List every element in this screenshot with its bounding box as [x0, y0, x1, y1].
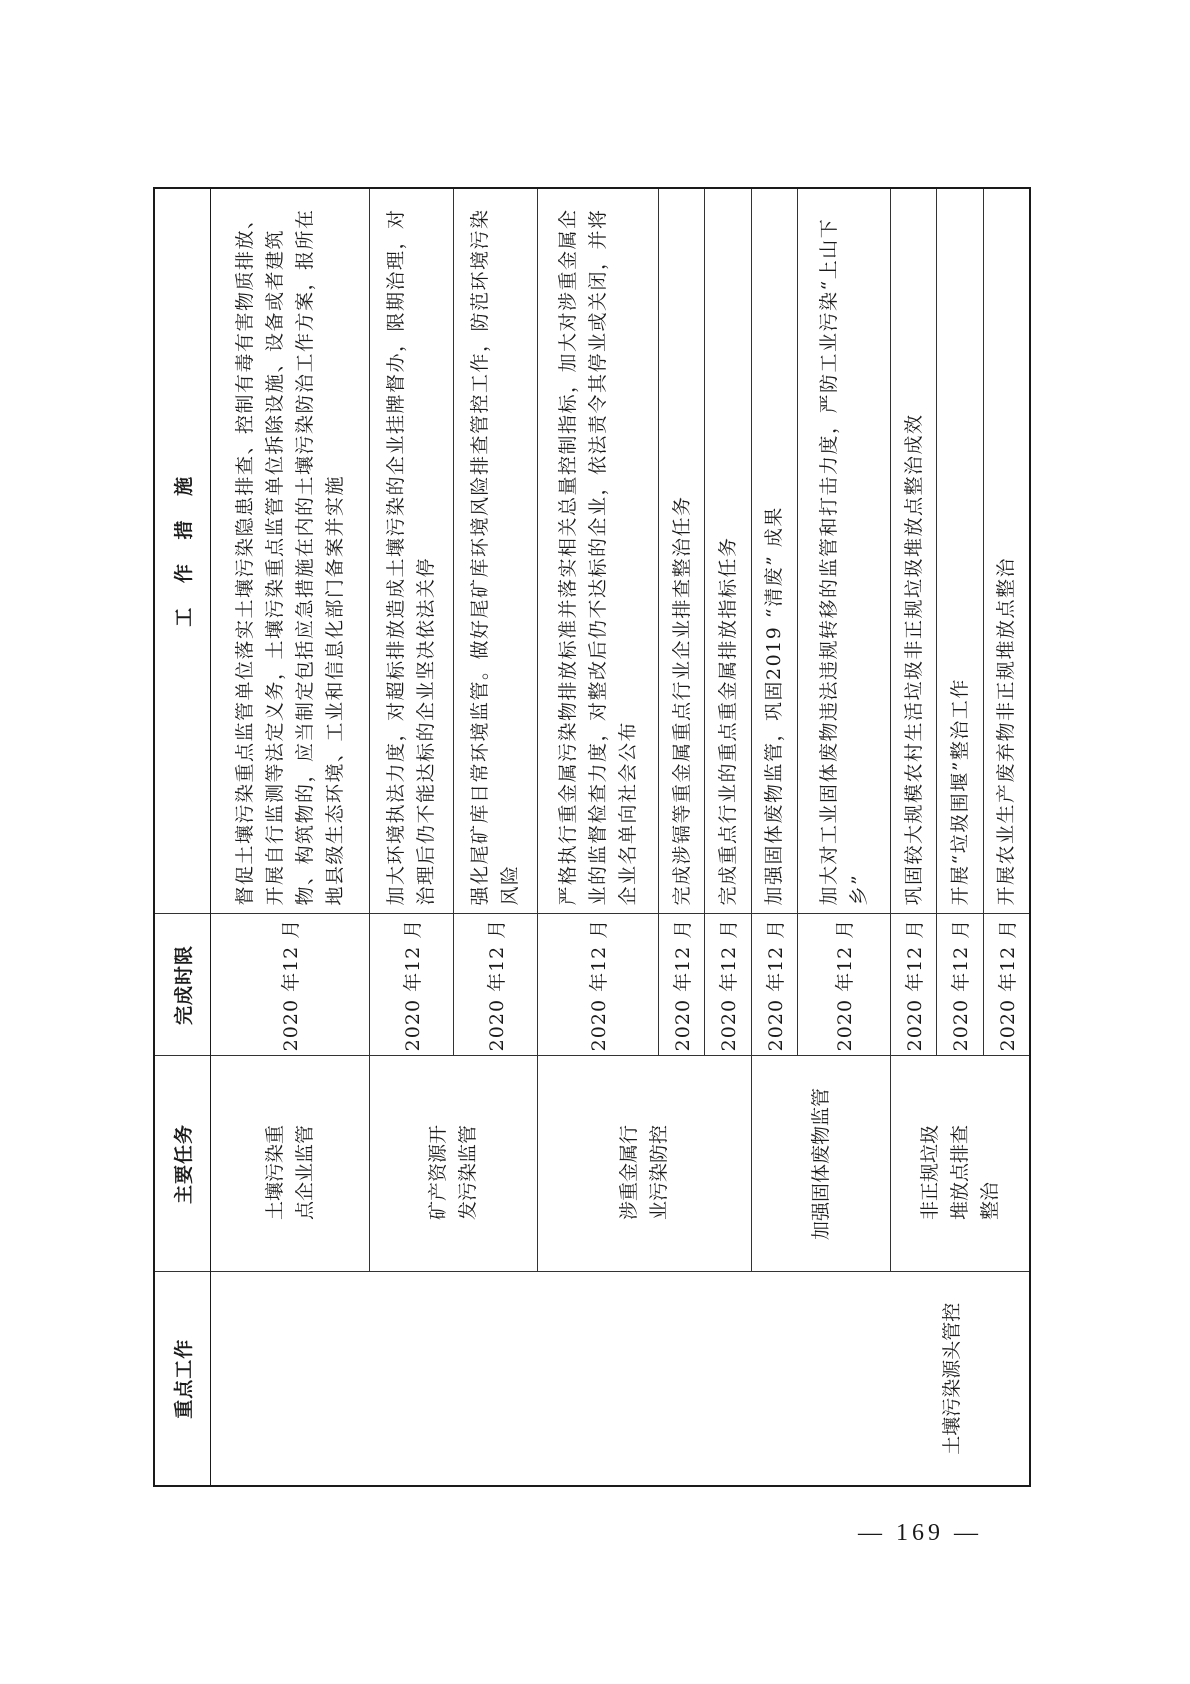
deadline-cell: 2020 年12 月	[705, 914, 751, 1056]
task-label: 非正规垃圾堆放点排查整治	[918, 1124, 1001, 1220]
measure-cell: 完成重点行业的重点重金属排放指标任务	[705, 188, 751, 914]
deadline-cell: 2020 年12 月	[369, 914, 453, 1056]
deadline-cell: 2020 年12 月	[797, 914, 890, 1056]
measure-cell: 加大环境执法力度，对超标排放造成土壤污染的企业挂牌督办，限期治理，对治理后仍不能达标的企业坚决依法关停	[369, 188, 453, 914]
task-cell	[369, 1056, 537, 1272]
deadline-cell: 2020 年12 月	[453, 914, 537, 1056]
table-row	[211, 188, 370, 1486]
measure-cell: 督促土壤污染重点监管单位落实土壤污染隐患排查、控制有毒有害物质排放、开展自行监测等法定义务，土壤污染重点监管单位拆除设施、设备或者建筑物、构筑物的，应当制定包括应急措施在内的土壤污染防治工作方案，报所在地县级生态环境、工业和信息化部门备案并实施	[211, 188, 370, 914]
table-header-row	[154, 188, 211, 1486]
deadline-cell: 2020 年12 月	[937, 914, 983, 1056]
deadline-cell: 2020 年12 月	[537, 914, 658, 1056]
task-cell	[890, 1056, 1030, 1272]
header-key-work: 重点工作	[154, 1272, 211, 1486]
page-number: — 169 —	[858, 1520, 982, 1546]
task-cell	[537, 1056, 751, 1272]
measure-cell: 强化尾矿库日常环境监管。做好尾矿库环境风险排查管控工作，防范环境污染风险	[453, 188, 537, 914]
deadline-cell: 2020 年12 月	[890, 914, 936, 1056]
rotated-table-container	[153, 189, 1031, 1487]
deadline-cell: 2020 年12 月	[983, 914, 1030, 1056]
task-label: 涉重金属行业污染防控	[618, 1124, 671, 1220]
header-deadline: 完成时限	[154, 914, 211, 1056]
measure-cell: 开展农业生产废弃物非正规堆放点整治	[983, 188, 1030, 914]
measure-cell: 加强固体废物监管，巩固2019 “清废” 成果	[751, 188, 797, 914]
measure-cell: 严格执行重金属污染物排放标准并落实相关总量控制指标，加大对涉重金属企业的监督检查力度，对整改后仍不达标的企业，依法责令其停业或关闭，并将企业名单向社会公布	[537, 188, 658, 914]
deadline-cell: 2020 年12 月	[659, 914, 705, 1056]
measure-cell: 完成涉镉等重金属重点行业企业排查整治任务	[659, 188, 705, 914]
deadline-cell: 2020 年12 月	[211, 914, 370, 1056]
measure-cell: 巩固较大规模农村生活垃圾非正规垃圾堆放点整治成效	[890, 188, 936, 914]
key-work-label: 土壤污染源头管控	[941, 1302, 963, 1455]
deadline-cell: 2020 年12 月	[751, 914, 797, 1056]
task-label: 矿产资源开发污染监管	[427, 1124, 480, 1220]
task-label: 土壤污染重点企业监管	[263, 1124, 316, 1220]
work-measures-table	[153, 187, 1031, 1487]
measure-cell: 开展“垃圾围堰”整治工作	[937, 188, 983, 914]
key-work-cell	[211, 1272, 1031, 1486]
task-cell	[211, 1056, 370, 1272]
task-label: 加强固体废物监管	[809, 1088, 832, 1241]
task-cell	[751, 1056, 890, 1272]
measure-cell: 加大对工业固体废物违法违规转移的监管和打击力度，严防工业污染“上山下乡”	[797, 188, 890, 914]
header-measures: 工 作 措 施	[154, 188, 211, 914]
header-main-task: 主要任务	[154, 1056, 211, 1272]
